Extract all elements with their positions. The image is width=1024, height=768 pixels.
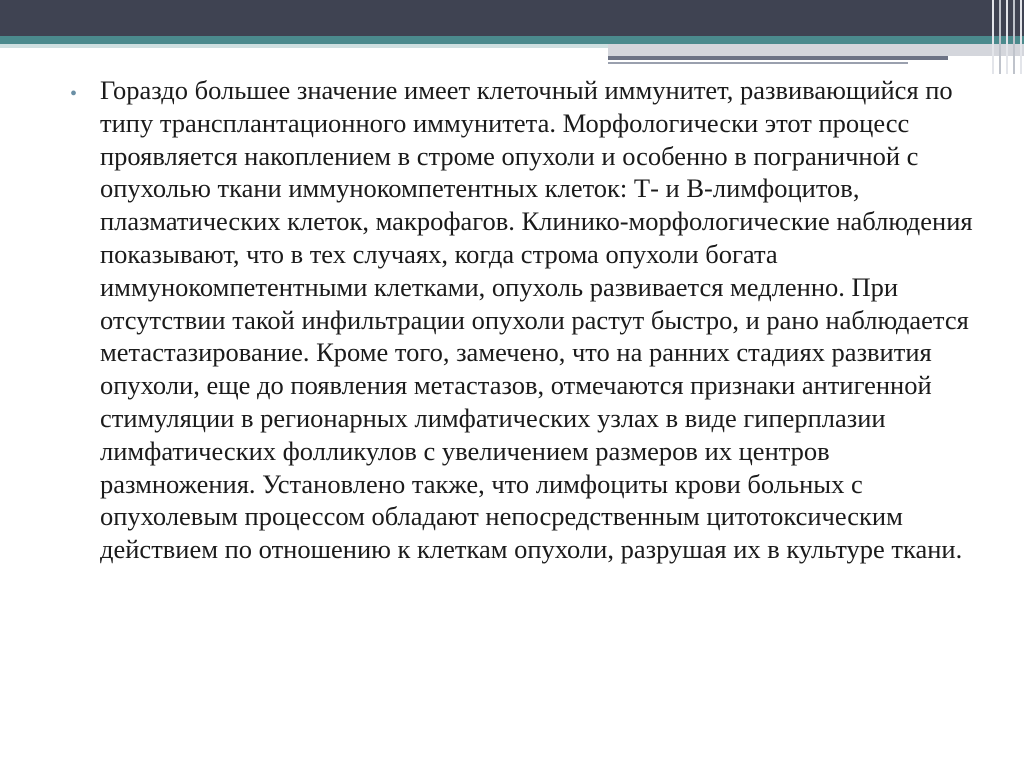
teal-accent-stripe	[0, 36, 608, 44]
accent-bar-dark	[608, 56, 948, 60]
header-band	[0, 0, 1024, 36]
right-accent-bars	[608, 36, 1024, 70]
accent-bar-thin	[608, 62, 908, 64]
accent-bar-teal	[608, 36, 1024, 44]
body-paragraph: Гораздо большее значение имеет клеточный иммунитет, развивающийся по типу трансплантационного иммунитета. Морфологически этот процесс проявляется накоплением в строме опухоли и особенно в пограничной с опухолью ткани иммунокомпетентных клеток: Т- и В-лимфоцитов, плазматических клеток, макрофагов. Клинико-морфологические наблюдения показывают, что в тех случаях, когда строма опухоли богата иммунокомпетентными клетками, опухоль развивается медленно. При отсутствии такой инфильтрации опухоли растут быстро, и рано наблюдается метастазирование. Кроме того, замечено, что на ранних стадиях развития опухоли, еще до появления метастазов, отмечаются признаки антигенной стимуляции в регионарных лимфатических узлах в виде гиперплазии лимфатических фолликулов с увеличением размеров их центров размножения. Установлено также, что лимфоциты крови больных с опухолевым процессом обладают непосредственным цитотоксическим действием по отношению к клеткам опухоли, разрушая их в культуре ткани.	[100, 75, 973, 565]
light-accent-stripe	[0, 44, 608, 48]
bullet-icon: •	[70, 83, 78, 105]
accent-bar-gray	[608, 44, 1024, 56]
decorative-vertical-lines	[990, 0, 1024, 74]
